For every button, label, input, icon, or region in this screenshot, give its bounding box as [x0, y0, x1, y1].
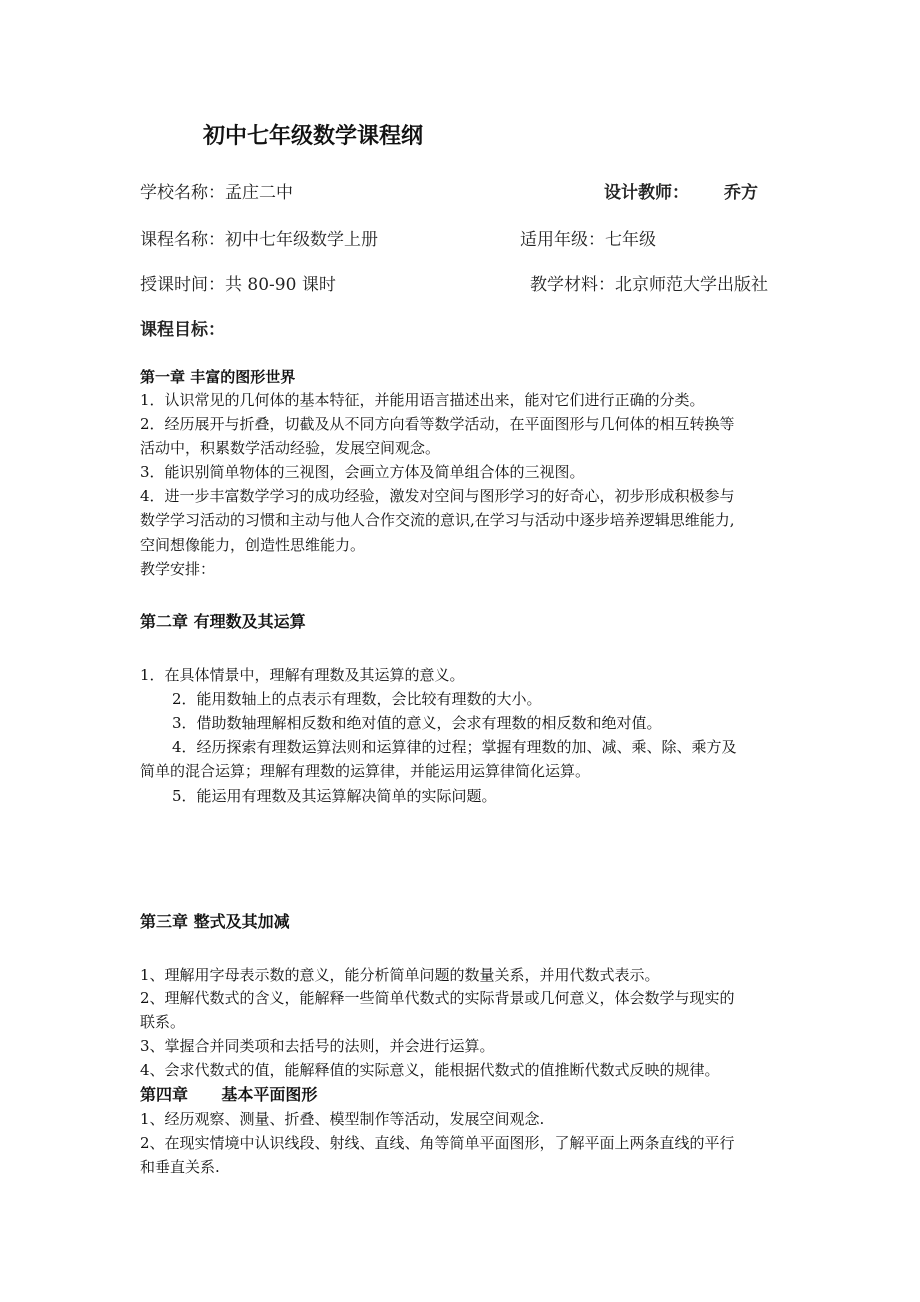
chapter-3-line: 3、掌握合并同类项和去括号的法则，并会进行运算。 — [140, 1037, 495, 1055]
chapter-3-line: 4、会求代数式的值，能解释值的实际意义，能根据代数式的值推断代数式反映的规律。 — [140, 1061, 720, 1079]
chapter-1-line: 4．进一步丰富数学学习的成功经验，激发对空间与图形学习的好奇心，初步形成积极参与 — [140, 487, 735, 505]
chapter-2-line: 1．在具体情景中，理解有理数及其运算的意义。 — [140, 666, 465, 684]
teaching-material: 教学材料：北京师范大学出版社 — [530, 275, 768, 295]
chapter-1-title: 第一章 丰富的图形世界 — [140, 368, 296, 386]
chapter-3-line: 联系。 — [140, 1013, 186, 1031]
chapter-2-line: 2．能用数轴上的点表示有理数，会比较有理数的大小。 — [172, 690, 542, 708]
chapter-2-line: 简单的混合运算；理解有理数的运算律，并能运用运算律简化运算。 — [140, 762, 591, 780]
chapter-2-line: 5．能运用有理数及其运算解决简单的实际问题。 — [172, 787, 497, 805]
chapter-4-line: 2、在现实情境中认识线段、射线、直线、角等简单平面图形，了解平面上两条直线的平行 — [140, 1134, 735, 1152]
designer-label: 设计教师： — [604, 183, 689, 203]
chapter-1-line: 数学学习活动的习惯和主动与他人合作交流的意识,在学习与活动中逐步培养逻辑思维能力, — [140, 511, 735, 529]
chapter-4-title: 第四章 基本平面图形 — [140, 1085, 318, 1104]
chapter-1-line: 活动中，积累数学活动经验，发展空间观念。 — [140, 439, 441, 457]
chapter-3-line: 2、理解代数式的含义，能解释一些简单代数式的实际背景或几何意义，体会数学与现实的 — [140, 989, 735, 1007]
chapter-3-line: 1、理解用字母表示数的意义，能分析简单问题的数量关系，并用代数式表示。 — [140, 966, 660, 984]
objectives-heading: 课程目标： — [140, 320, 225, 340]
chapter-4-line: 1、经历观察、测量、折叠、模型制作等活动，发展空间观念. — [140, 1110, 545, 1128]
chapter-1-line: 空间想像能力，创造性思维能力。 — [140, 536, 366, 554]
course-name: 课程名称：初中七年级数学上册 — [140, 230, 378, 250]
chapter-1-line: 3．能识别简单物体的三视图，会画立方体及简单组合体的三视图。 — [140, 463, 585, 481]
chapter-1-line: 教学安排： — [140, 560, 216, 578]
chapter-2-line: 3．借助数轴理解相反数和绝对值的意义，会求有理数的相反数和绝对值。 — [172, 714, 662, 732]
chapter-3-title: 第三章 整式及其加减 — [140, 912, 290, 931]
chapter-2-line: 4．经历探索有理数运算法则和运算律的过程；掌握有理数的加、减、乘、除、乘方及 — [172, 738, 737, 756]
school-name: 学校名称：孟庄二中 — [140, 183, 293, 203]
document-title: 初中七年级数学课程纲 — [203, 123, 424, 149]
chapter-4-line: 和垂直关系. — [140, 1158, 220, 1176]
chapter-1-line: 2．经历展开与折叠，切截及从不同方向看等数学活动，在平面图形与几何体的相互转换等 — [140, 415, 735, 433]
designer-name: 乔方 — [724, 183, 758, 203]
grade: 适用年级：七年级 — [520, 230, 656, 250]
chapter-1-line: 1．认识常见的几何体的基本特征，并能用语言描述出来，能对它们进行正确的分类。 — [140, 391, 705, 409]
teaching-hours: 授课时间：共 80-90 课时 — [140, 275, 336, 295]
chapter-2-title: 第二章 有理数及其运算 — [140, 612, 306, 631]
